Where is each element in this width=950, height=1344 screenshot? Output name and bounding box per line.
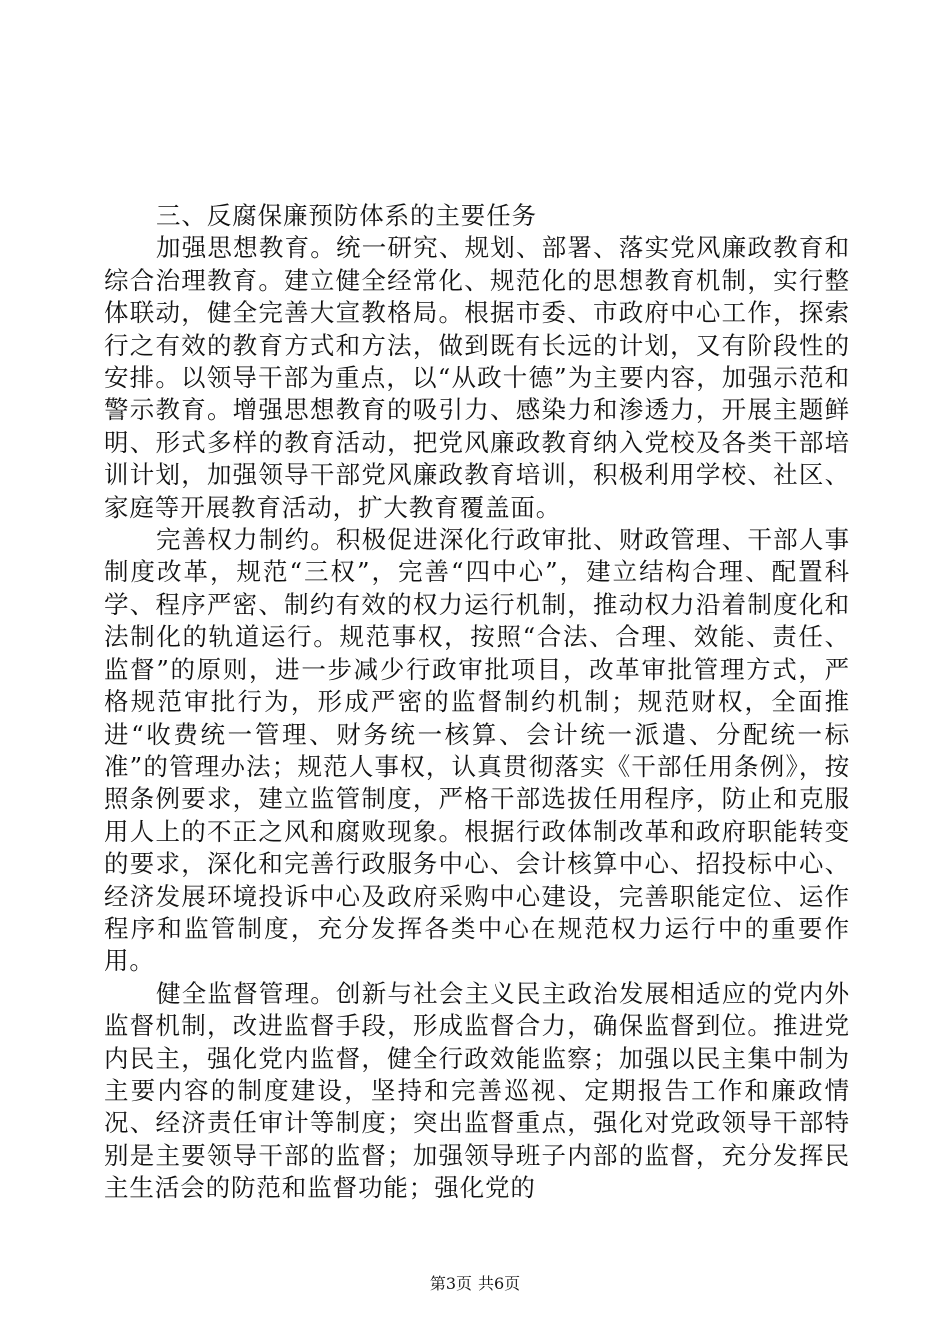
document-body [104, 200, 850, 1205]
page-footer [0, 1274, 950, 1294]
paragraph-supervision-management: 健全监督管理。创新与社会主义民主政治发展相适应的党内外监督机制，改进监督手段，形成监督合力，确保监督到位。推进党内民主，强化党内监督，健全行政效能监察；加强以民主集中制为主要内容的制度建设，坚持和完善巡视、定期报告工作和廉政情况、经济责任审计等制度；突出监督重点，强化对党政领导干部特别是主要领导干部的监督；加强领导班子内部的监督，充分发挥民主生活会的防范和监督功能；强化党的 [104, 978, 850, 1203]
page-total: 共6页 [478, 1274, 521, 1293]
paragraph-ideological-education: 加强思想教育。统一研究、规划、部署、落实党风廉政教育和综合治理教育。建立健全经常化、规范化的思想教育机制，实行整体联动，健全完善大宣教格局。根据市委、市政府中心工作，探索行之有效的教育方式和方法，做到既有长远的计划，又有阶段性的安排。以领导干部为重点，以“从政十德”为主要内容，加强示范和警示教育。增强思想教育的吸引力、感染力和渗透力，开展主题鲜明、形式多样的教育活动，把党风廉政教育纳入党校及各类干部培训计划，加强领导干部党风廉政教育培训，积极利用学校、社区、家庭等开展教育活动，扩大教育覆盖面。 [104, 233, 850, 522]
paragraph-power-restraint: 完善权力制约。积极促进深化行政审批、财政管理、干部人事制度改革，规范“三权”，完善“四中心”，建立结构合理、配置科学、程序严密、制约有效的权力运行机制，推动权力沿着制度化和法制化的轨道运行。规范事权，按照“合法、合理、效能、责任、监督”的原则，进一步减少行政审批项目，改革审批管理方式，严格规范审批行为，形成严密的监督制约机制；规范财权，全面推进“收费统一管理、财务统一核算、会计统一派遣、分配统一标准”的管理办法；规范人事权，认真贯彻落实《干部任用条例》，按照条例要求，建立监管制度，严格干部选拔任用程序，防止和克服用人上的不正之风和腐败现象。根据行政体制改革和政府职能转变的要求，深化和完善行政服务中心、会计核算中心、招投标中心、经济发展环境投诉中心及政府采购中心建设，完善职能定位、运作程序和监管制度，充分发挥各类中心在规范权力运行中的重要作用。 [104, 525, 850, 976]
section-heading: 三、反腐保廉预防体系的主要任务 [156, 201, 537, 230]
page-number: 第3页 [429, 1274, 472, 1293]
